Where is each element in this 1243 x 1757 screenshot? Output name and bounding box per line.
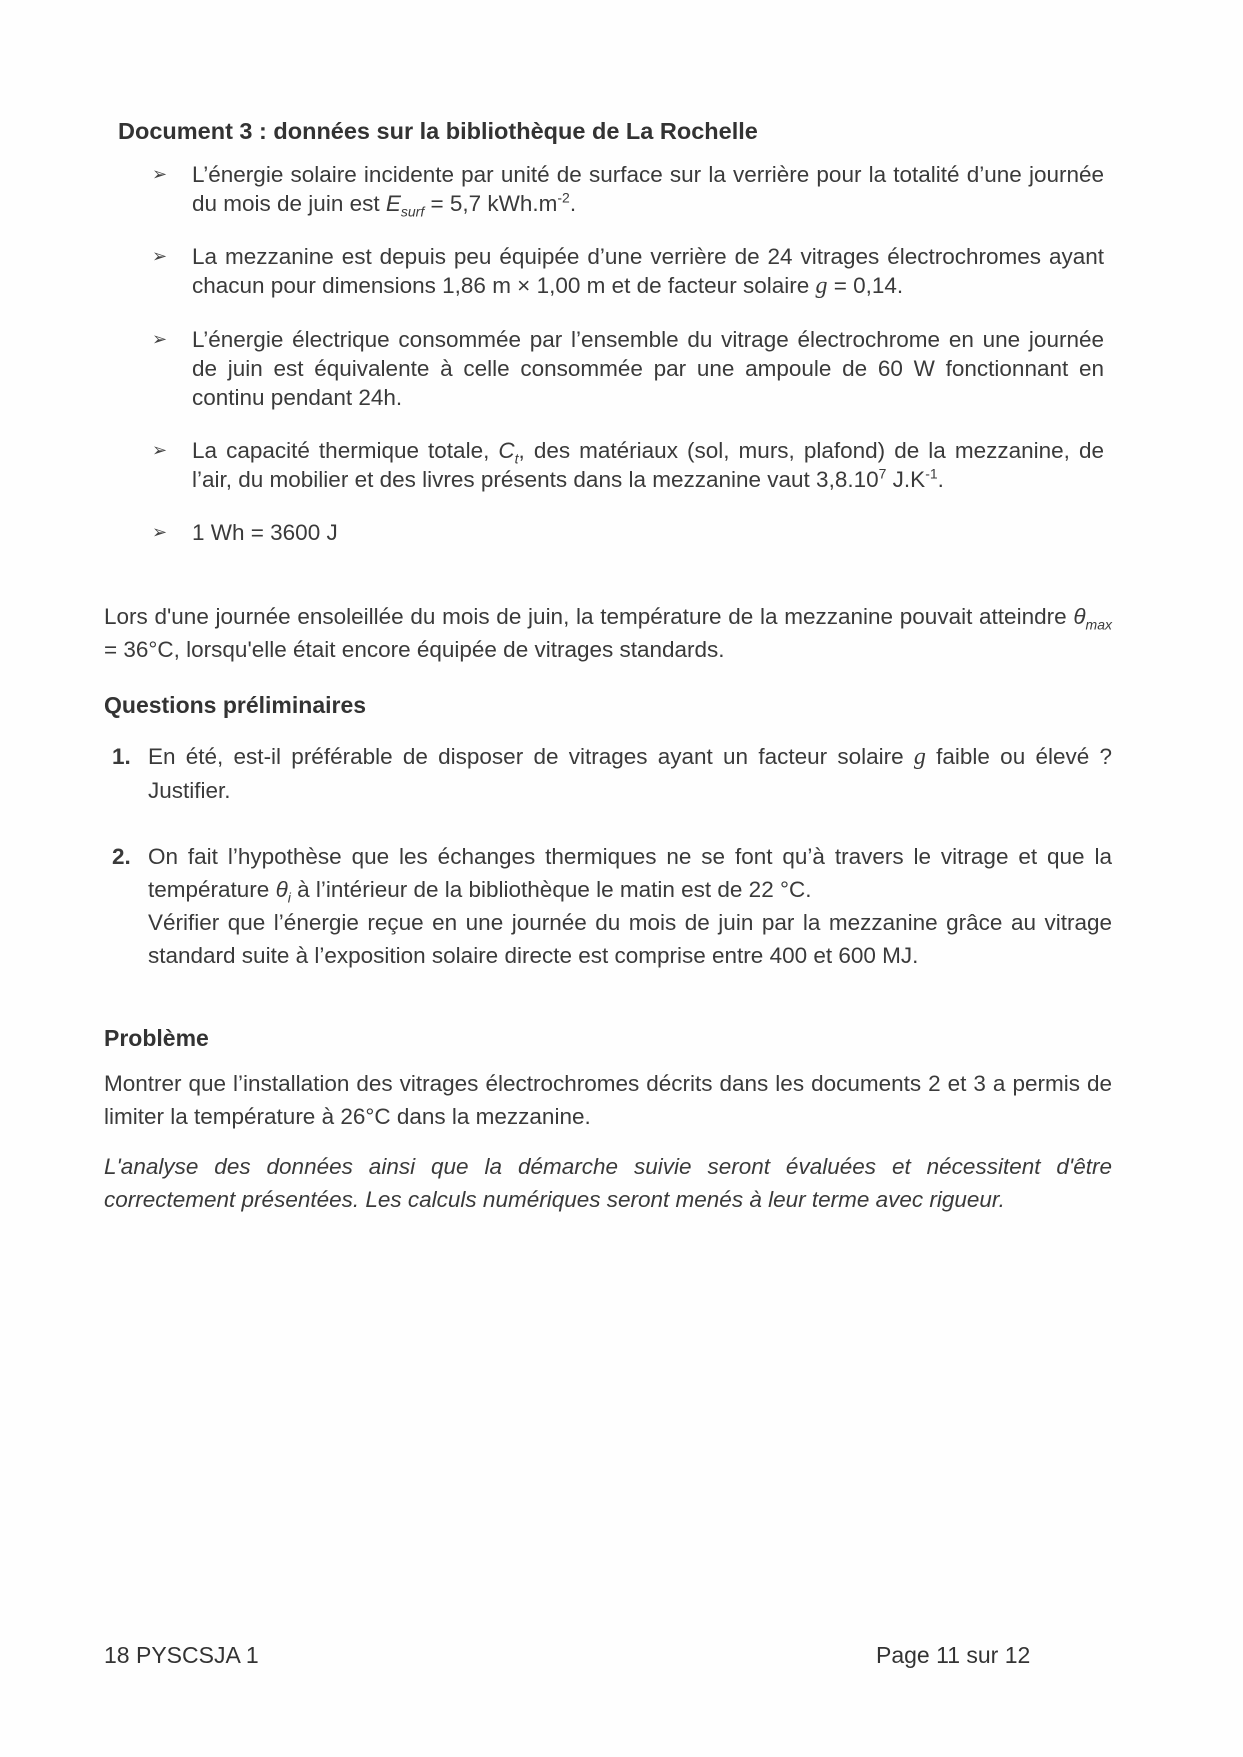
note-text: L'analyse des données ainsi que la démarche suivie seront évaluées et nécessitent d'être correctement présentées. Les calculs numériques seront menés à leur terme avec rigueur. — [104, 1154, 1112, 1212]
arrow-bullet-icon: ➢ — [152, 522, 168, 542]
list-item: ➢ La mezzanine est depuis peu équipée d’une verrière de 24 vitrages électrochromes ayant chacun pour dimensions 1,86 m × 1,00 m et de facteur solaire g = 0,14. — [152, 244, 1104, 299]
document-title: Document 3 : données sur la bibliothèque de La Rochelle — [118, 118, 758, 144]
preliminary-heading: Questions préliminaires — [104, 692, 367, 718]
problem-heading: Problème — [104, 1025, 209, 1051]
problem-text: Montrer que l’installation des vitrages électrochromes décrits dans les documents 2 et 3 a permis de limiter la température à 26°C dans la mezzanine. — [104, 1071, 1112, 1129]
question-item: 2. On fait l’hypothèse que les échanges thermiques ne se font qu’à travers le vitrage et que la température $\theta_i$ à l’intérieur de la bibliothèque le matin est de 22 °C. Vérifier que l’énergie reçue en une journée du mois de juin par la mezzanine grâce au vitrage standard suite à l’exposition solaire directe est comprise entre 400 et 600 MJ. — [112, 844, 1112, 968]
footer-page-number: Page 11 sur 12 — [876, 1642, 1031, 1668]
footer-code: 18 PYSCSJA 1 — [104, 1642, 259, 1668]
questions-list — [112, 740, 1112, 1005]
list-item: ➢ L’énergie solaire incidente par unité de surface sur la verrière pour la totalité d’une journée du mois de juin est $E_{surf} = 5,7$ $kWh.m^{-2}$. — [152, 162, 1104, 220]
list-item: ➢ L’énergie électrique consommée par l’ensemble du vitrage électrochrome en une journée de juin est équivalente à celle consommée par une ampoule de 60 W fonctionnant en continu pendant 24h. — [152, 327, 1104, 410]
list-item: ➢ La capacité thermique totale, $C_t$, des matériaux (sol, murs, plafond) de la mezzanine, de l’air, du mobilier et des livres présents dans la mezzanine vaut 3,8.10$^7$ $J.K^{-1}$. — [152, 438, 1104, 492]
arrow-bullet-icon: ➢ — [152, 329, 168, 349]
context-paragraph: Lors d'une journée ensoleillée du mois de juin, la température de la mezzanine pouvait atteindre $\theta_{max} = 36^\circ C$, lorsqu'elle était encore équipée de vitrages standards. — [104, 604, 1112, 662]
arrow-bullet-icon: ➢ — [152, 246, 168, 266]
arrow-bullet-icon: ➢ — [152, 440, 168, 460]
data-list — [152, 160, 1104, 571]
question-item: 1. En été, est-il préférable de disposer de vitrages ayant un facteur solaire g faible ou élevé ? Justifier. — [112, 744, 1113, 803]
list-item: ➢ 1 Wh = 3600 J — [152, 520, 338, 545]
arrow-bullet-icon: ➢ — [152, 164, 168, 184]
